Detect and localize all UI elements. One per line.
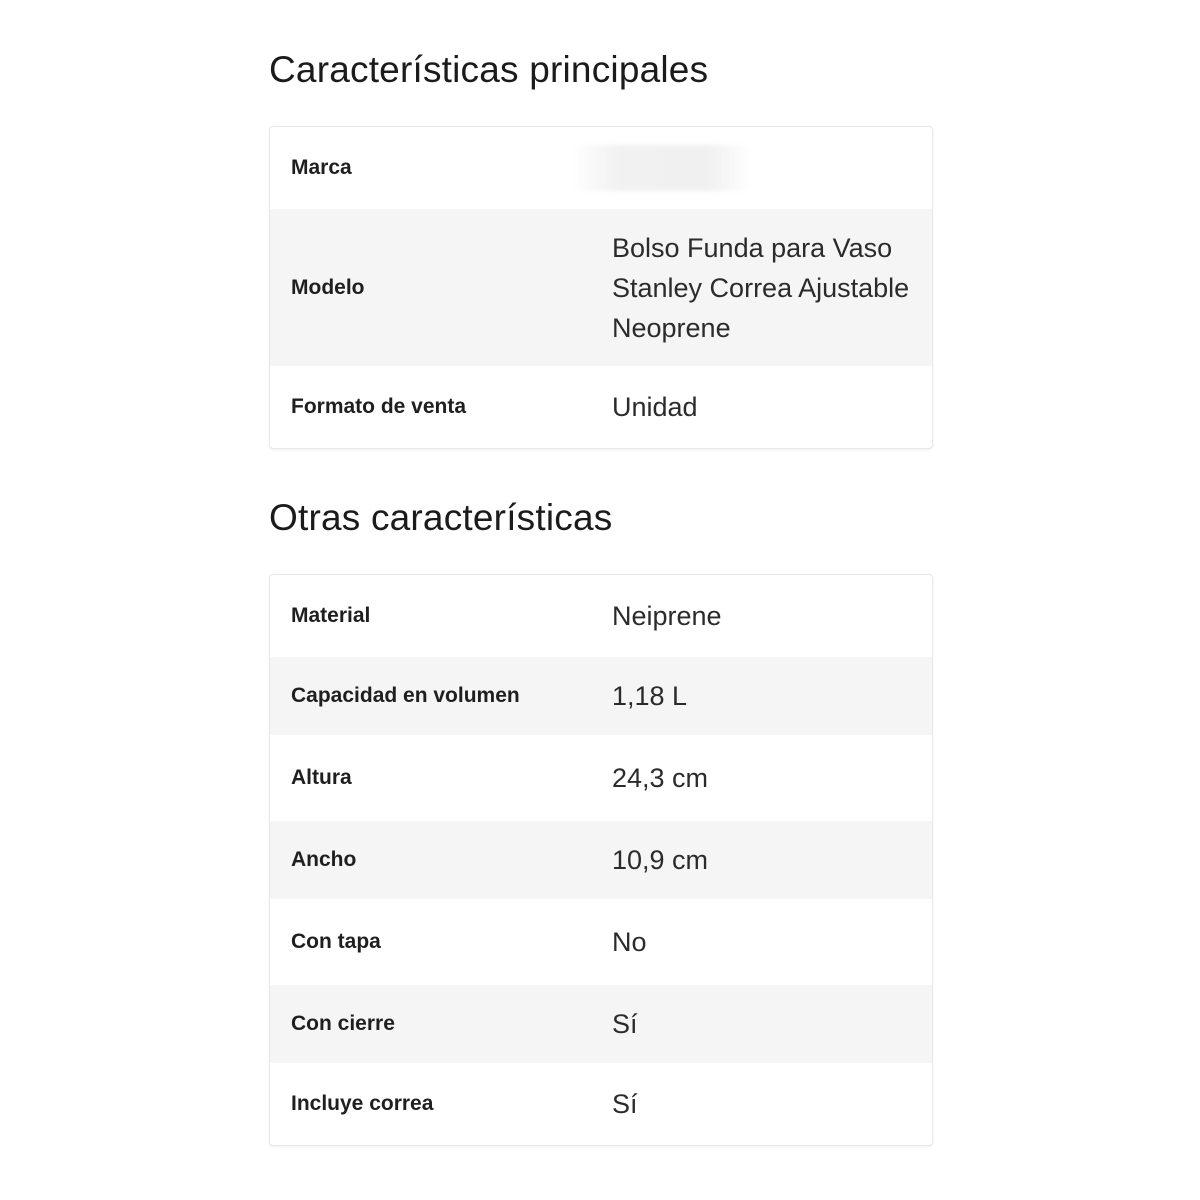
spec-row-ancho xyxy=(270,821,932,899)
spec-row-con-tapa xyxy=(270,899,932,985)
spec-value: Neiprene xyxy=(612,601,722,631)
redacted-brand-value xyxy=(572,145,752,191)
spec-label: Marca xyxy=(291,156,352,179)
spec-row-con-cierre xyxy=(270,985,932,1063)
spec-row-altura xyxy=(270,735,932,821)
spec-value-blurred xyxy=(612,145,932,191)
spec-row-incluye-correa xyxy=(270,1063,932,1145)
spec-row-formato-de-venta xyxy=(270,366,932,448)
other-features-section xyxy=(269,496,931,1119)
spec-row-marca xyxy=(270,127,932,209)
spec-label: Incluye correa xyxy=(291,1092,434,1115)
spec-value: Sí xyxy=(612,1089,638,1119)
spec-value: 1,18 L xyxy=(612,681,688,711)
main-features-section xyxy=(269,48,931,422)
spec-row-modelo xyxy=(270,209,932,366)
spec-label: Material xyxy=(291,604,371,627)
spec-label: Altura xyxy=(291,766,352,789)
spec-label: Con cierre xyxy=(291,1012,395,1035)
spec-value: Sí xyxy=(612,1009,638,1039)
spec-value: 10,9 cm xyxy=(612,845,709,875)
main-features-title: Características principales xyxy=(269,49,709,90)
other-features-table xyxy=(269,574,933,1146)
main-features-table xyxy=(269,126,933,449)
other-features-title: Otras características xyxy=(269,497,613,538)
spec-value: Bolso Funda para Vaso Stanley Correa Ajustable Neoprene xyxy=(612,232,910,343)
spec-value: No xyxy=(612,927,647,957)
spec-label: Ancho xyxy=(291,848,357,871)
spec-label: Capacidad en volumen xyxy=(291,684,520,707)
spec-label: Con tapa xyxy=(291,930,381,953)
spec-label: Modelo xyxy=(291,275,365,299)
spec-value: 24,3 cm xyxy=(612,763,709,793)
spec-row-capacidad xyxy=(270,657,932,735)
spec-label: Formato de venta xyxy=(291,395,467,418)
spec-row-material xyxy=(270,575,932,657)
spec-value: Unidad xyxy=(612,392,698,422)
